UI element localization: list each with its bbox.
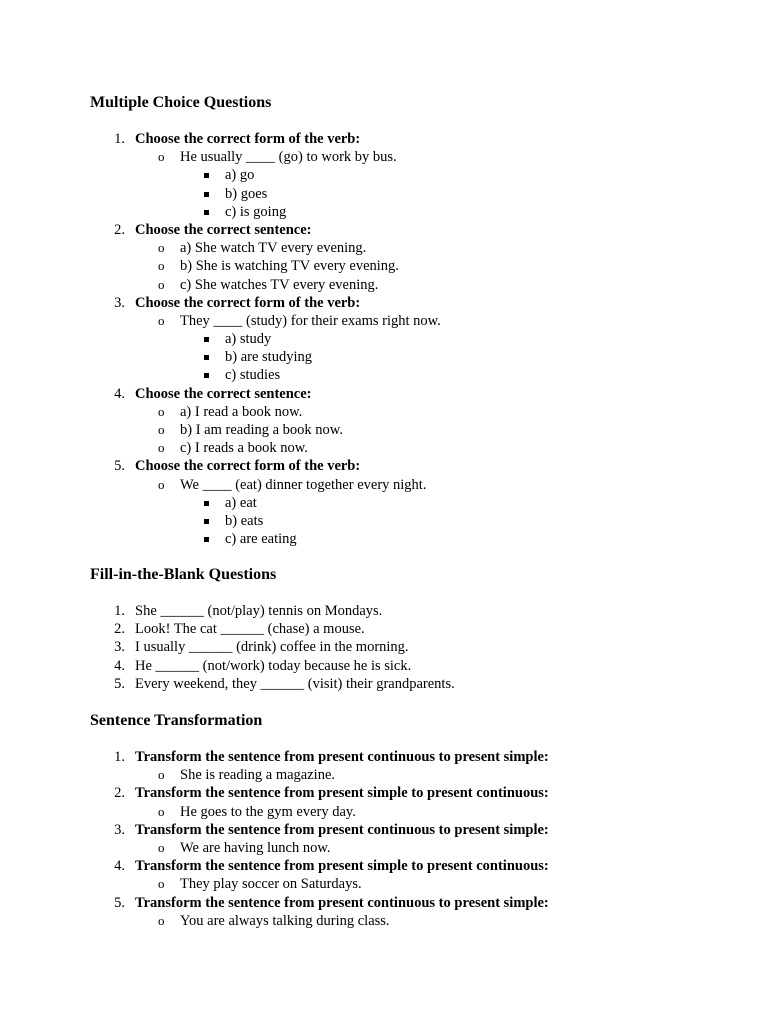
option-item xyxy=(90,512,730,530)
section-fill-in-the-blank xyxy=(90,565,730,693)
question-number: 3. xyxy=(114,821,125,838)
sub-item-text: They ____ (study) for their exams right now. xyxy=(180,312,441,329)
option-item xyxy=(90,185,730,203)
question-item xyxy=(90,602,730,620)
square-bullet-icon xyxy=(204,501,209,506)
question-number: 1. xyxy=(114,603,125,619)
circle-bullet-icon: o xyxy=(158,476,165,492)
circle-bullet-icon: o xyxy=(158,876,165,892)
question-prompt: Transform the sentence from present simple to present continuous: xyxy=(135,858,549,875)
question-text: He ______ (not/work) today because he is sick. xyxy=(135,657,412,674)
sub-item xyxy=(90,766,730,784)
option-item xyxy=(90,366,730,384)
square-bullet-icon xyxy=(204,210,209,215)
circle-bullet-icon: o xyxy=(158,403,165,419)
circle-bullet-icon: o xyxy=(158,440,165,456)
option-text: a) eat xyxy=(225,494,257,511)
sub-list xyxy=(90,403,730,458)
sentence-text: She is reading a magazine. xyxy=(180,767,336,784)
question-list xyxy=(90,602,730,693)
question-row xyxy=(90,894,730,912)
question-prompt: Choose the correct form of the verb: xyxy=(135,131,361,147)
sub-row xyxy=(90,148,730,166)
option-text: b) eats xyxy=(225,512,264,529)
question-item xyxy=(90,821,730,857)
circle-bullet-icon: o xyxy=(158,312,165,328)
section-title: Sentence Transformation xyxy=(90,712,263,729)
circle-bullet-icon: o xyxy=(158,149,165,165)
circle-bullet-icon: o xyxy=(158,839,165,855)
option-list xyxy=(90,330,730,385)
section-title: Multiple Choice Questions xyxy=(90,94,272,111)
sub-item xyxy=(90,839,730,857)
question-item xyxy=(90,657,730,675)
question-number: 5. xyxy=(114,458,125,475)
sub-item-text: a) She watch TV every evening. xyxy=(180,240,367,257)
sentence-text: He goes to the gym every day. xyxy=(180,803,356,820)
square-bullet-icon xyxy=(204,337,209,342)
sub-item xyxy=(90,476,730,549)
question-prompt: Transform the sentence from present continuous to present simple: xyxy=(135,749,549,765)
sub-item xyxy=(90,312,730,385)
square-bullet-icon xyxy=(204,373,209,378)
option-item xyxy=(90,348,730,366)
sub-item-text: b) She is watching TV every evening. xyxy=(180,258,399,275)
sentence-text: You are always talking during class. xyxy=(180,912,390,929)
question-prompt: Transform the sentence from present simple to present continuous: xyxy=(135,785,549,802)
option-text: c) is going xyxy=(225,203,287,220)
question-row xyxy=(90,748,730,766)
square-bullet-icon xyxy=(204,173,209,178)
question-number: 5. xyxy=(114,675,125,692)
question-text: I usually ______ (drink) coffee in the morning. xyxy=(135,639,409,656)
sub-item-text: He usually ____ (go) to work by bus. xyxy=(180,149,397,166)
option-item xyxy=(90,203,730,221)
question-item xyxy=(90,784,730,820)
question-number: 3. xyxy=(114,294,125,311)
question-item xyxy=(90,894,730,930)
question-number: 4. xyxy=(114,858,125,875)
sub-item-text: c) I reads a book now. xyxy=(180,440,308,457)
circle-bullet-icon: o xyxy=(158,258,165,274)
question-prompt: Transform the sentence from present continuous to present simple: xyxy=(135,894,549,911)
question-row xyxy=(90,784,730,802)
question-number: 1. xyxy=(114,749,125,765)
sub-list xyxy=(90,476,730,549)
sub-row xyxy=(90,312,730,330)
question-item xyxy=(90,457,730,548)
question-text: She ______ (not/play) tennis on Mondays. xyxy=(135,603,383,619)
option-list xyxy=(90,494,730,549)
option-text: a) study xyxy=(225,331,272,348)
question-number: 2. xyxy=(114,621,125,638)
sentence-text: They play soccer on Saturdays. xyxy=(180,876,362,893)
question-item xyxy=(90,620,730,638)
option-text: b) goes xyxy=(225,185,268,202)
question-list xyxy=(90,748,730,930)
option-item xyxy=(90,330,730,348)
option-text: c) are eating xyxy=(225,531,297,548)
question-prompt: Transform the sentence from present continuous to present simple: xyxy=(135,821,549,838)
sub-item xyxy=(90,239,730,257)
sub-item xyxy=(90,421,730,439)
sub-item xyxy=(90,148,730,221)
question-item xyxy=(90,221,730,294)
question-number: 5. xyxy=(114,894,125,911)
square-bullet-icon xyxy=(204,537,209,542)
question-number: 4. xyxy=(114,385,125,402)
question-row xyxy=(90,130,730,148)
question-prompt: Choose the correct form of the verb: xyxy=(135,294,361,311)
question-number: 1. xyxy=(114,131,125,147)
question-item xyxy=(90,294,730,385)
sub-item-text: c) She watches TV every evening. xyxy=(180,276,379,293)
square-bullet-icon xyxy=(204,519,209,524)
question-row xyxy=(90,385,730,403)
sub-item xyxy=(90,403,730,421)
section-sentence-transformation xyxy=(90,711,730,930)
question-number: 2. xyxy=(114,221,125,238)
question-item xyxy=(90,638,730,656)
question-item xyxy=(90,748,730,784)
circle-bullet-icon: o xyxy=(158,767,165,783)
question-item xyxy=(90,857,730,893)
option-list xyxy=(90,166,730,221)
sub-item xyxy=(90,276,730,294)
question-item xyxy=(90,130,730,221)
square-bullet-icon xyxy=(204,355,209,360)
question-list xyxy=(90,130,730,548)
question-number: 3. xyxy=(114,639,125,656)
sub-item xyxy=(90,439,730,457)
sub-item xyxy=(90,875,730,893)
sub-item xyxy=(90,803,730,821)
sub-item xyxy=(90,912,730,930)
question-text: Look! The cat ______ (chase) a mouse. xyxy=(135,621,365,638)
question-number: 4. xyxy=(114,657,125,674)
sub-item-text: We ____ (eat) dinner together every night. xyxy=(180,476,427,493)
square-bullet-icon xyxy=(204,192,209,197)
question-row xyxy=(90,294,730,312)
question-item xyxy=(90,675,730,693)
circle-bullet-icon: o xyxy=(158,422,165,437)
circle-bullet-icon: o xyxy=(158,803,165,819)
option-text: c) studies xyxy=(225,367,281,384)
question-prompt: Choose the correct sentence: xyxy=(135,385,312,402)
section-title: Fill-in-the-Blank Questions xyxy=(90,566,277,583)
question-row xyxy=(90,221,730,239)
question-number: 2. xyxy=(114,785,125,802)
question-item xyxy=(90,385,730,458)
question-row xyxy=(90,857,730,875)
sentence-text: We are having lunch now. xyxy=(180,839,331,856)
sub-item xyxy=(90,257,730,275)
question-prompt: Choose the correct form of the verb: xyxy=(135,458,361,475)
sub-list xyxy=(90,148,730,221)
question-row xyxy=(90,821,730,839)
question-row xyxy=(90,457,730,475)
question-text: Every weekend, they ______ (visit) their grandparents. xyxy=(135,675,455,692)
section-multiple-choice xyxy=(90,93,730,548)
option-text: a) go xyxy=(225,167,255,184)
option-item xyxy=(90,494,730,512)
sub-list xyxy=(90,239,730,294)
circle-bullet-icon: o xyxy=(158,276,165,292)
sub-list xyxy=(90,312,730,385)
sub-item-text: a) I read a book now. xyxy=(180,403,303,420)
sub-row xyxy=(90,476,730,494)
sub-item-text: b) I am reading a book now. xyxy=(180,422,343,438)
circle-bullet-icon: o xyxy=(158,912,165,928)
question-prompt: Choose the correct sentence: xyxy=(135,221,312,238)
option-item xyxy=(90,530,730,548)
option-text: b) are studying xyxy=(225,349,312,366)
circle-bullet-icon: o xyxy=(158,240,165,256)
option-item xyxy=(90,166,730,184)
